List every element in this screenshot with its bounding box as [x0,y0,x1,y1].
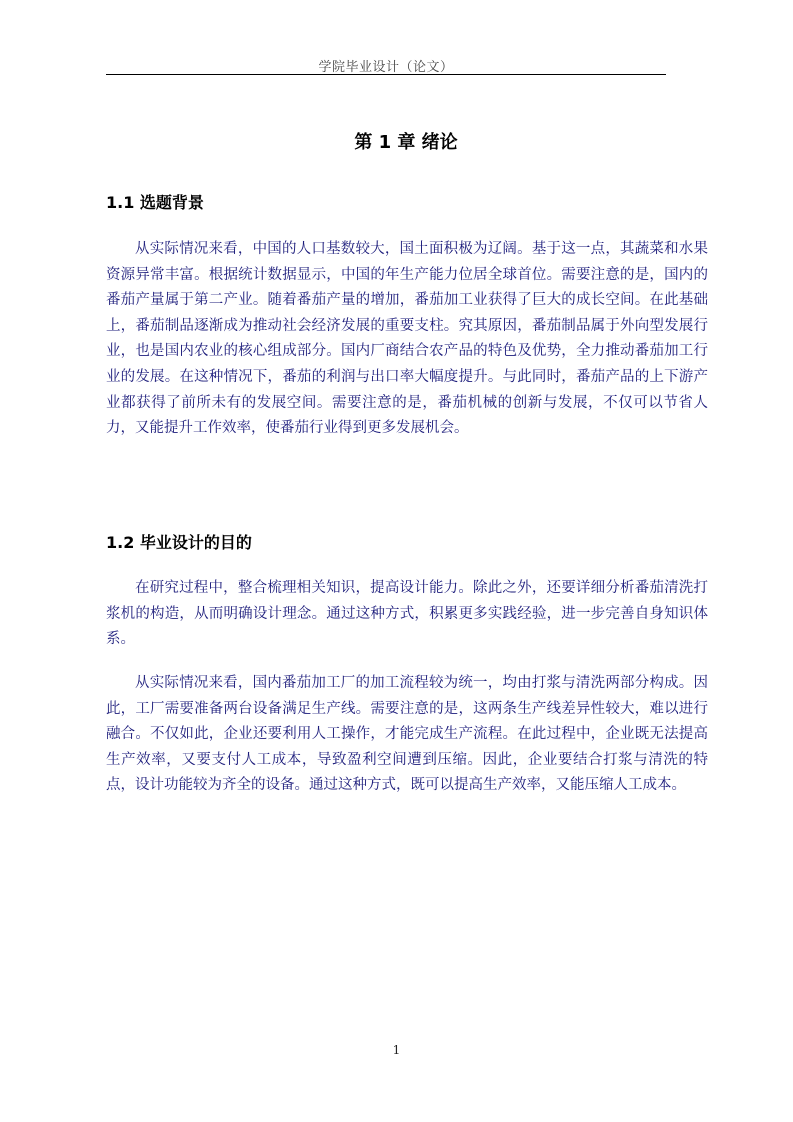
page-header: 学院毕业设计（论文） [318,60,454,75]
page-number: 1 [392,1043,401,1057]
paragraph-background: 从实际情况来看，中国的人口基数较大，国土面积极为辽阔。基于这一点，其蔬菜和水果资源异常丰富。根据统计数据显示，中国的年生产能力位居全球首位。需要注意的是，国内的番茄产量属于第二产业。随着番茄产量的增加，番茄加工业获得了巨大的成长空间。在此基础上，番茄制品逐渐成为推动社会经济发展的重要支柱。究其原因，番茄制品属于外向型发展行业，也是国内农业的核心组成部分。国内厂商结合农产品的特色及优势，全力推动番茄加工行业的发展。在这种情况下，番茄的利润与出口率大幅度提升。与此同时，番茄产品的上下游产业都获得了前所未有的发展空间。需要注意的是，番茄机械的创新与发展，不仅可以节省人力，又能提升工作效率，使番茄行业得到更多发展机会。 [106,241,708,437]
header-rule [106,74,666,75]
section-heading-1-2: 1.2 毕业设计的目的 [106,533,252,552]
paragraph-purpose-2: 从实际情况来看，国内番茄加工厂的加工流程较为统一，均由打浆与清洗两部分构成。因此，工厂需要准备两台设备满足生产线。需要注意的是，这两条生产线差异性较大，难以进行融合。不仅如此，企业还要利用人工操作，才能完成生产流程。在此过程中，企业既无法提高生产效率，又要支付人工成本，导致盈利空间遭到压缩。因此，企业要结合打浆与清洗的特点，设计功能较为齐全的设备。通过这种方式，既可以提高生产效率，又能压缩人工成本。 [106,675,708,794]
chapter-title: 第 1 章 绪论 [354,132,458,153]
section-heading-1-1: 1.1 选题背景 [106,193,204,212]
paragraph-purpose-1: 在研究过程中，整合梳理相关知识，提高设计能力。除此之外，还要详细分析番茄清洗打浆机的构造，从而明确设计理念。通过这种方式，积累更多实践经验，进一步完善自身知识体系。 [106,580,708,648]
